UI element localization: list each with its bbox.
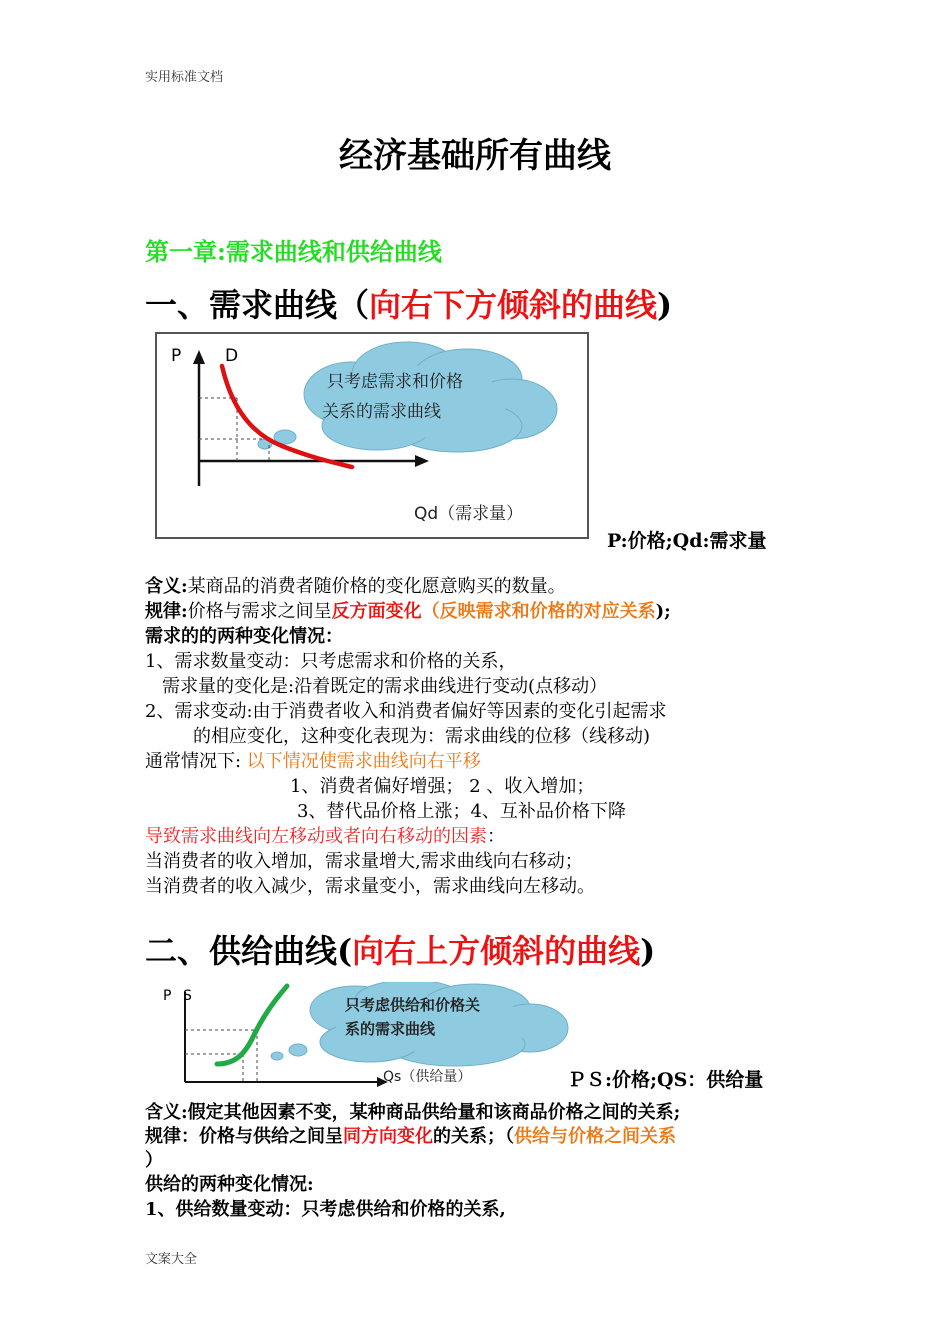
supply-curve-figure	[155, 982, 575, 1092]
demand-rule: 规律:价格与需求之间呈反方面变化（反映需求和价格的对应关系);	[145, 601, 671, 622]
section2-heading: 二、供给曲线(向右上方倾斜的曲线)	[145, 932, 656, 970]
page-header: 实用标准文档	[145, 70, 224, 85]
demand-curve-label: D	[225, 346, 239, 366]
price-axis-label: P	[171, 346, 182, 366]
supply-curve-label: S	[183, 988, 192, 1004]
supply-figure-caption: ＰＳ:价格;QS：供给量	[567, 1069, 764, 1091]
demand-cause: 导致需求曲线向左移动或者向右移动的因素：	[145, 826, 505, 847]
demand-usual: 通常情况下: 以下情况使需求曲线向右平移	[145, 751, 481, 772]
cloud-text-line1: 只考虑需求和价格	[327, 372, 463, 392]
supply-rule-end: ）	[145, 1150, 163, 1171]
demand-figure-caption: P:价格;Qd:需求量	[607, 530, 767, 552]
price-axis-label: P	[163, 988, 172, 1004]
supply-rule: 规律：价格与供给之间呈同方向变化的关系；（供给与价格之间关系	[145, 1126, 676, 1147]
cloud-text-line2: 系的需求曲线	[345, 1020, 436, 1038]
demand-curve-figure	[155, 332, 589, 539]
demand-item1-detail: 需求量的变化是:沿着既定的需求曲线进行变动(点移动）	[162, 676, 608, 697]
page-footer: 文案大全	[145, 1252, 198, 1267]
demand-item2: 2、需求变动:由于消费者收入和消费者偏好等因素的变化引起需求	[145, 701, 667, 722]
cloud-text-line1: 只考虑供给和价格关	[345, 996, 481, 1014]
supply-meaning: 含义:假定其他因素不变，某种商品供给量和该商品价格之间的关系;	[145, 1102, 681, 1123]
demand-item2-detail: 的相应变化，这种变化表现为：需求曲线的位移（线移动)	[193, 726, 651, 747]
section1-heading: 一、需求曲线（向右下方倾斜的曲线)	[145, 286, 673, 324]
demand-factors-1: 1、消费者偏好增强； 2 、收入增加；	[290, 776, 595, 797]
supply-item1: 1、供给数量变动：只考虑供给和价格的关系,	[145, 1199, 506, 1220]
supply-two-changes: 供给的两种变化情况:	[145, 1174, 314, 1195]
chapter-heading: 第一章:需求曲线和供给曲线	[145, 237, 442, 266]
page-title: 经济基础所有曲线	[339, 136, 611, 176]
quantity-axis-label: Qd（需求量）	[414, 504, 524, 524]
quantity-axis-label: Qs（供给量）	[383, 1069, 472, 1085]
demand-income-down: 当消费者的收入减少，需求量变小，需求曲线向左移动。	[145, 876, 595, 897]
demand-meaning: 含义:某商品的消费者随价格的变化愿意购买的数量。	[145, 576, 566, 597]
demand-factors-2: 3、替代品价格上涨；4、互补品价格下降	[297, 801, 626, 822]
demand-two-changes: 需求的的两种变化情况：	[145, 626, 343, 647]
cloud-text-line2: 关系的需求曲线	[322, 402, 441, 422]
demand-item1: 1、需求数量变动：只考虑需求和价格的关系，	[145, 651, 517, 672]
demand-income-up: 当消费者的收入增加，需求量增大,需求曲线向右移动；	[145, 851, 583, 872]
